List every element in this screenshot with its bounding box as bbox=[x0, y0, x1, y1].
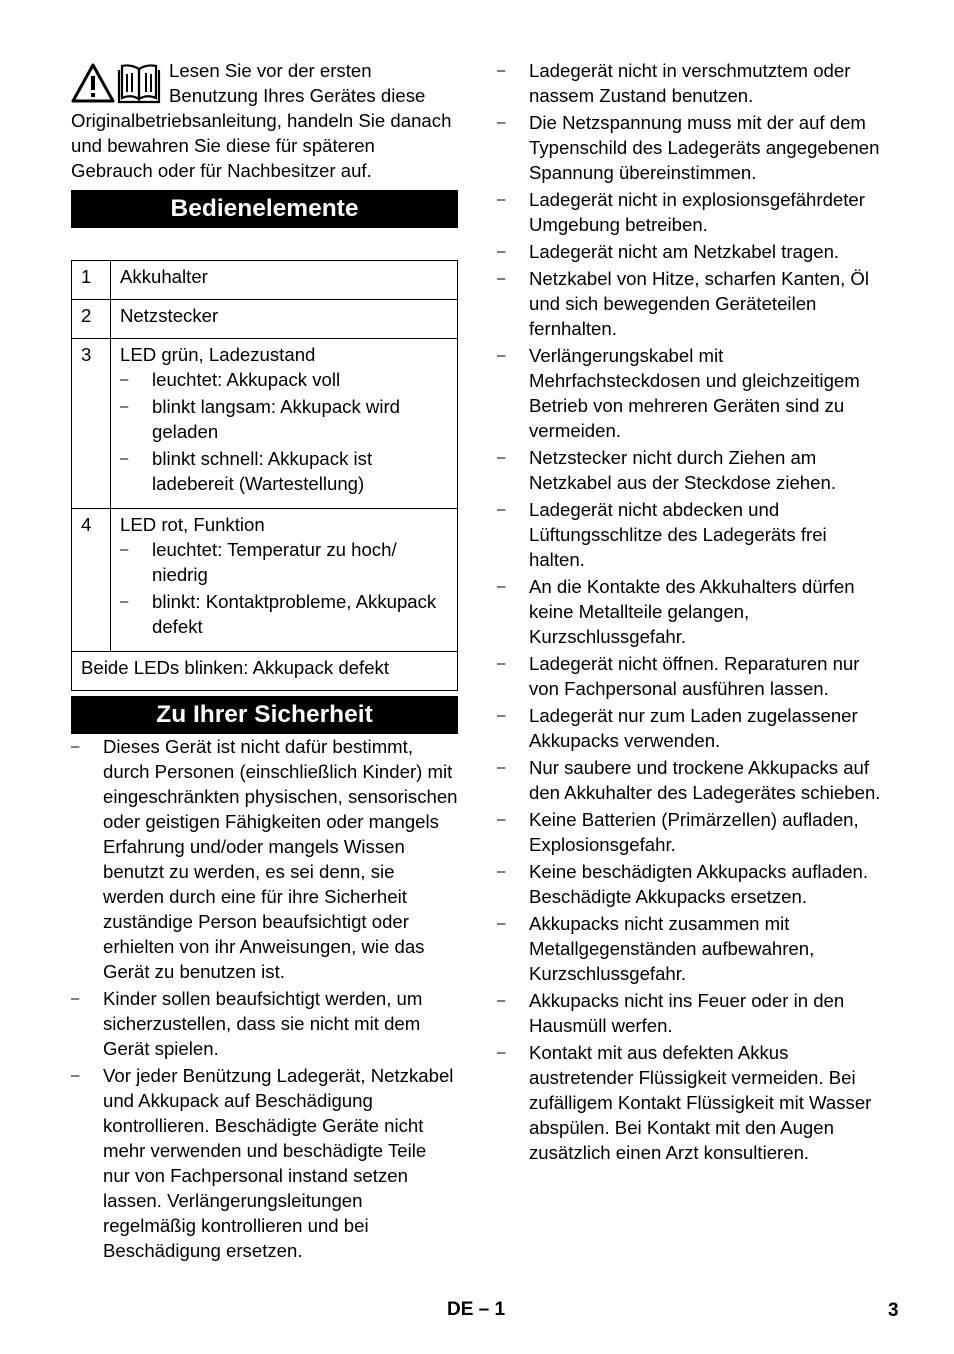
safety-list-right bbox=[497, 58, 887, 1165]
safety-list-left bbox=[71, 734, 458, 1263]
list-item: – Akkupacks nicht ins Feuer oder in den Hausmüll werfen. bbox=[497, 988, 887, 1038]
list-item: – Kontakt mit aus defekten Akkus austretender Flüssigkeit vermeiden. Bei zufälligem Kontakt Flüssigkeit mit Wasser abspülen. Bei Kontakt mit den Augen zusätzlich einen Arzt konsultieren. bbox=[497, 1040, 887, 1165]
row-label: Netzstecker bbox=[120, 305, 219, 326]
list-item: – Keine beschädigten Akkupacks aufladen. Beschädigte Akkupacks ersetzen. bbox=[497, 859, 887, 909]
list-item: – Ladegerät nicht in explosionsgefährdeter Umgebung betreiben. bbox=[497, 187, 887, 237]
right-column bbox=[497, 58, 887, 1167]
list-item: – leuchtet: Akkupack voll bbox=[120, 367, 449, 392]
row-number: 3 bbox=[72, 339, 111, 509]
row-label: LED grün, Ladezustand bbox=[120, 344, 316, 365]
row-number: 4 bbox=[72, 509, 111, 652]
controls-heading: Bedienelemente bbox=[71, 190, 458, 228]
list-item: – Ladegerät nur zum Laden zugelassener Akkupacks verwenden. bbox=[497, 703, 887, 753]
list-item: – Dieses Gerät ist nicht dafür bestimmt, durch Personen (einschließlich Kinder) mit eingeschränkten physischen, sensorischen oder geistigen Fähigkeiten oder mangels Erfahrung und/oder mangels Wissen benutzt zu werden, es sei denn, sie werden durch eine für ihre Sicherheit zuständige Person beaufsichtigt oder erhielten von ihr Anweisungen, wie das Gerät zu benutzen ist. bbox=[71, 734, 458, 984]
list-item: – Keine Batterien (Primärzellen) aufladen, Explosionsgefahr. bbox=[497, 807, 887, 857]
table-row bbox=[72, 339, 458, 509]
list-item: – Netzkabel von Hitze, scharfen Kanten, Öl und sich bewegenden Geräteteilen fernhalten. bbox=[497, 266, 887, 341]
table-row bbox=[72, 300, 458, 339]
controls-table bbox=[71, 260, 458, 691]
list-item: – Akkupacks nicht zusammen mit Metallgegenständen aufbewahren, Kurzschlussgefahr. bbox=[497, 911, 887, 986]
row-content bbox=[111, 509, 458, 652]
row-number: 1 bbox=[72, 261, 111, 300]
table-row bbox=[72, 261, 458, 300]
row-content bbox=[111, 261, 458, 300]
list-item: – Netzstecker nicht durch Ziehen am Netzkabel aus der Steckdose ziehen. bbox=[497, 445, 887, 495]
left-column bbox=[71, 58, 458, 1265]
list-item: – Verlängerungskabel mit Mehrfachsteckdosen und gleichzeitigem Betrieb von mehreren Geräten sind zu vermeiden. bbox=[497, 343, 887, 443]
list-item: – Ladegerät nicht abdecken und Lüftungsschlitze des Ladegeräts frei halten. bbox=[497, 497, 887, 572]
row-content bbox=[111, 300, 458, 339]
row-number: 2 bbox=[72, 300, 111, 339]
table-row bbox=[72, 509, 458, 652]
list-item: – Die Netzspannung muss mit der auf dem Typenschild des Ladegeräts angegebenen Spannung übereinstimmen. bbox=[497, 110, 887, 185]
list-item: – leuchtet: Temperatur zu hoch/ niedrig bbox=[120, 537, 449, 587]
row-label: LED rot, Funktion bbox=[120, 514, 265, 535]
manual-book-icon bbox=[119, 65, 159, 102]
row-label: Akkuhalter bbox=[120, 266, 208, 287]
list-item: – blinkt langsam: Akkupack wird geladen bbox=[120, 394, 449, 444]
list-item: – An die Kontakte des Akkuhalters dürfen keine Metallteile gelangen, Kurzschlussgefahr. bbox=[497, 574, 887, 649]
row-content bbox=[111, 339, 458, 509]
footer-section-label: DE – 1 bbox=[447, 1299, 506, 1320]
intro-block bbox=[71, 58, 458, 183]
intro-icons bbox=[71, 62, 163, 106]
table-footer-row bbox=[72, 652, 458, 691]
intro-text: Lesen Sie vor der ersten Benutzung Ihres Gerätes diese Originalbetriebsanleitung, handeln Sie danach und bewahren Sie diese für späteren Gebrauch oder für Nachbesitzer auf. bbox=[71, 60, 452, 181]
list-item: – Kinder sollen beaufsichtigt werden, um sicherzustellen, dass sie nicht mit dem Gerät spielen. bbox=[71, 986, 458, 1061]
page-number: 3 bbox=[888, 1300, 899, 1321]
list-item: – blinkt schnell: Akkupack ist ladebereit (Wartestellung) bbox=[120, 446, 449, 496]
warning-manual-icons bbox=[71, 62, 163, 106]
safety-heading: Zu Ihrer Sicherheit bbox=[71, 696, 458, 734]
row-sublist bbox=[120, 367, 449, 496]
list-item: – Vor jeder Benützung Ladegerät, Netzkabel und Akkupack auf Beschädigung kontrollieren. Beschädigte Geräte nicht mehr verwenden und beschädigte Teile nur von Fachpersonal instand setzen lassen. Verlängerungsleitungen regelmäßig kontrollieren und bei Beschädigung ersetzen. bbox=[71, 1063, 458, 1263]
list-item: – Ladegerät nicht am Netzkabel tragen. bbox=[497, 239, 887, 264]
list-item: – blinkt: Kontaktprobleme, Akkupack defekt bbox=[120, 589, 449, 639]
both-leds-note: Beide LEDs blinken: Akkupack defekt bbox=[72, 652, 458, 691]
warning-triangle-icon bbox=[73, 65, 113, 101]
list-item: – Nur saubere und trockene Akkupacks auf den Akkuhalter des Ladegerätes schieben. bbox=[497, 755, 887, 805]
row-sublist bbox=[120, 537, 449, 639]
list-item: – Ladegerät nicht öffnen. Reparaturen nur von Fachpersonal ausführen lassen. bbox=[497, 651, 887, 701]
list-item: – Ladegerät nicht in verschmutztem oder nassem Zustand benutzen. bbox=[497, 58, 887, 108]
